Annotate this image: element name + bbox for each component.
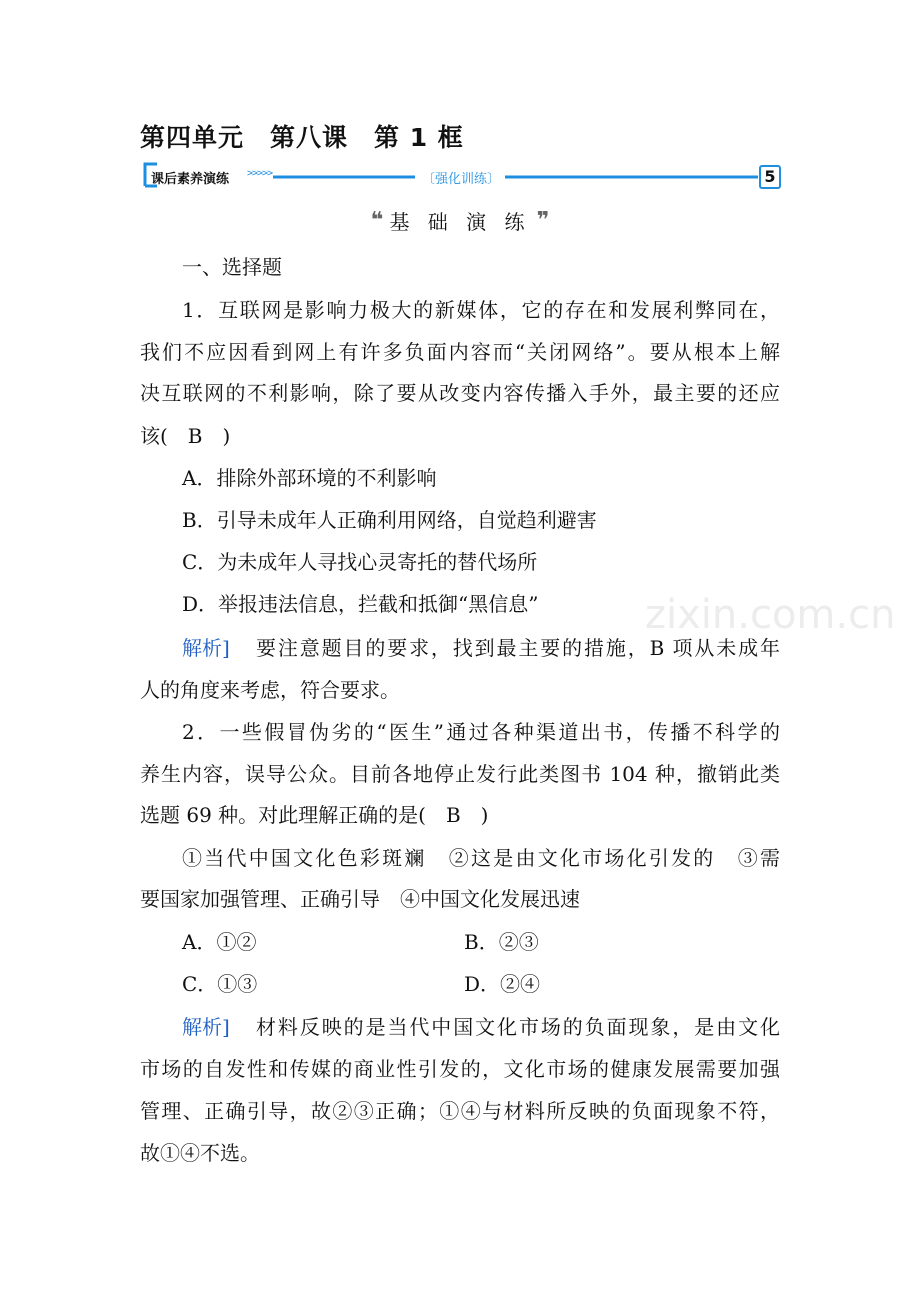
q2-analysis-line: 市场的自发性和传媒的商业性引发的，文化市场的健康发展需要加强 bbox=[140, 1057, 780, 1081]
open-quote-icon: ❝ bbox=[370, 208, 384, 233]
q2-option-a: A．①② bbox=[182, 930, 257, 954]
banner-number: 5 bbox=[759, 165, 781, 189]
q2-analysis-line: 管理、正确引导，故②③正确；①④与材料所反映的负面现象不符， bbox=[140, 1099, 780, 1123]
watermark: zixin.com.cn bbox=[645, 592, 896, 638]
banner-label: 课后素养演练 bbox=[151, 172, 230, 187]
banner-tag: 〔强化训练〕 bbox=[418, 168, 504, 187]
q1-analysis-line: 要注意题目的要求，找到最主要的措施，B 项从未成年 bbox=[256, 636, 780, 660]
q1-option-c: C．为未成年人寻找心灵寄托的替代场所 bbox=[182, 550, 538, 574]
q2-option-c: C．①③ bbox=[182, 972, 258, 996]
q1-stem-line: 1．互联网是影响力极大的新媒体，它的存在和发展利弊同在， bbox=[182, 298, 780, 322]
close-quote-icon: ❞ bbox=[536, 208, 550, 233]
banner-arrows-icon: >>>>> bbox=[247, 168, 273, 179]
q1-stem-line: 决互联网的不利影响，除了要从改变内容传播入手外，最主要的还应 bbox=[140, 381, 780, 405]
q2-stem-line: 养生内容，误导公众。目前各地停止发行此类图书 104 种，撤销此类 bbox=[140, 762, 780, 786]
q1-option-a: A．排除外部环境的不利影响 bbox=[182, 466, 437, 490]
q2-option-d: D．②④ bbox=[464, 972, 541, 996]
page-title: 第四单元 第八课 第 1 框 bbox=[140, 123, 464, 152]
section-heading bbox=[0, 206, 920, 235]
q1-stem-line: 该( B ) bbox=[140, 424, 231, 448]
section-banner bbox=[143, 160, 783, 194]
q2-analysis-line: 材料反映的是当代中国文化市场的负面现象，是由文化 bbox=[256, 1015, 780, 1039]
q2-statement-line: ①当代中国文化色彩斑斓 ②这是由文化市场化引发的 ③需 bbox=[182, 846, 780, 870]
q1-analysis-label: 解析] bbox=[182, 636, 230, 660]
q1-option-d: D．举报违法信息，拦截和抵御“黑信息” bbox=[182, 592, 539, 616]
q2-stem-line: 选题 69 种。对此理解正确的是( B ) bbox=[140, 803, 489, 827]
q2-stem-line: 2．一些假冒伪劣的“医生”通过各种渠道出书，传播不科学的 bbox=[182, 720, 780, 744]
q1-stem-line: 我们不应因看到网上有许多负面内容而“关闭网络”。要从根本上解 bbox=[140, 340, 780, 364]
section-title: 基 础 演 练 bbox=[389, 210, 531, 234]
q2-analysis-line: 故①④不选。 bbox=[140, 1141, 260, 1165]
part-heading: 一、选择题 bbox=[182, 255, 282, 279]
q2-analysis-label: 解析] bbox=[182, 1015, 230, 1039]
q1-option-b: B．引导未成年人正确利用网络，自觉趋利避害 bbox=[182, 508, 597, 532]
q2-statement-line: 要国家加强管理、正确引导 ④中国文化发展迅速 bbox=[140, 887, 580, 911]
q1-analysis-line: 人的角度来考虑，符合要求。 bbox=[140, 678, 400, 702]
q2-option-b: B．②③ bbox=[464, 930, 539, 954]
